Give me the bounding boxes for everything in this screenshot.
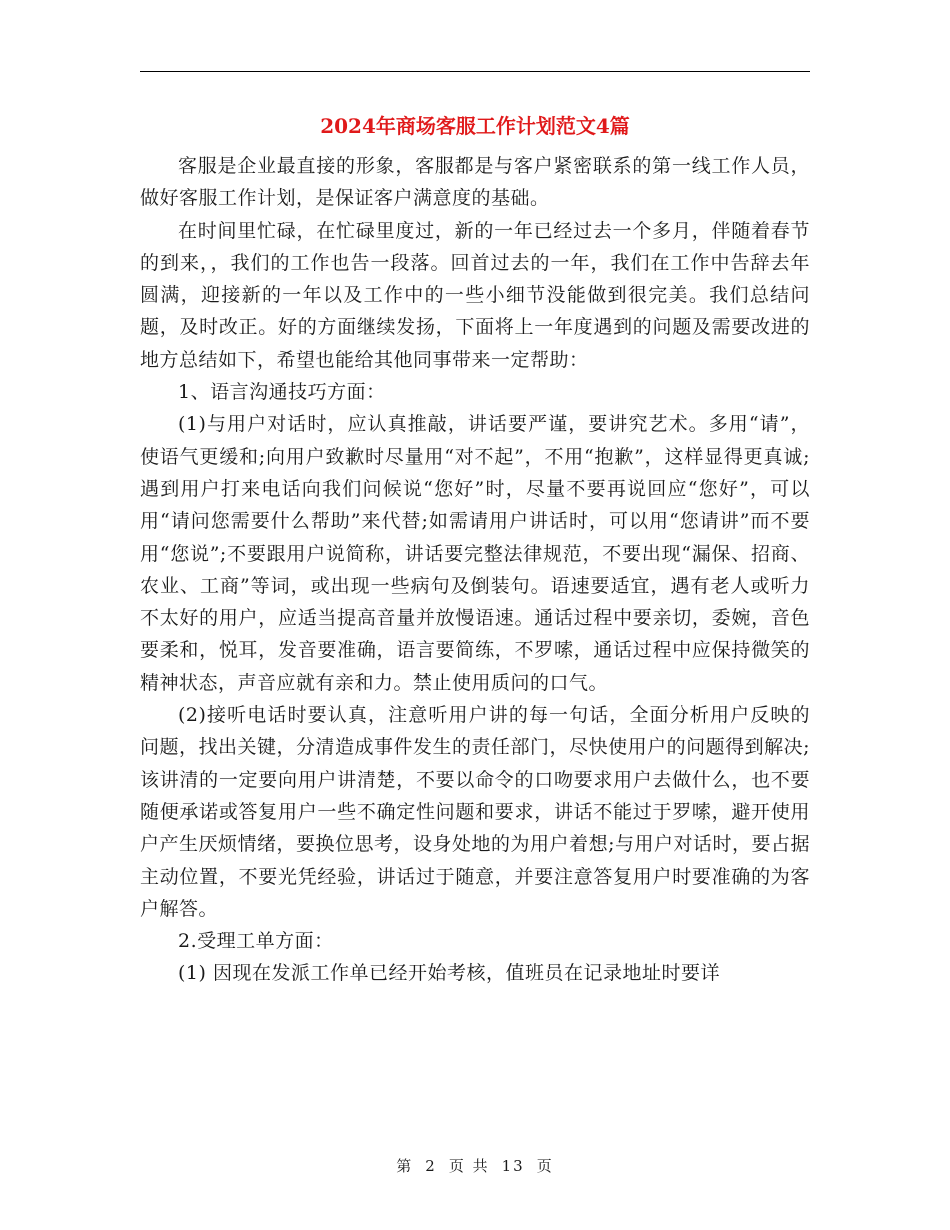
header-rule [140, 71, 810, 72]
document-body [140, 150, 810, 990]
footer-total-pages: 13 [501, 1157, 525, 1175]
footer-current-page: 2 [425, 1157, 437, 1175]
paragraph-language-1: (1)与用户对话时，应认真推敲，讲话要严谨，要讲究艺术。多用“请”，使语气更缓和;向用户致歉时尽量用“对不起”，不用“抱歉”，这样显得更真诚;遇到用户打来电话向我们问候说“您好”时，尽量不要再说回应“您好”，可以用“请问您需要什么帮助”来代替;如需请用户讲话时，可以用“您请讲”而不要用“您说”;不要跟用户说简称，讲话要完整法律规范，不要出现“漏保、招商、农业、工商”等词，或出现一些病句及倒装句。语速要适宜，遇有老人或听力不太好的用户，应适当提高音量并放慢语速。通话过程中要亲切，委婉，音色要柔和，悦耳，发音要准确，语言要简练，不罗嗦，通话过程中应保持微笑的精神状态，声音应就有亲和力。禁止使用质问的口气。 [140, 413, 810, 694]
footer-middle: 页 共 [448, 1157, 490, 1175]
document-title: 2024年商场客服工作计划范文4篇 [320, 114, 630, 138]
footer-prefix: 第 [396, 1157, 414, 1175]
paragraph-language-2: (2)接听电话时要认真，注意听用户讲的每一句话，全面分析用户反映的问题，找出关键，分清造成事件发生的责任部门，尽快使用户的问题得到解决;该讲清的一定要向用户讲清楚，不要以命令的口吻要求用户去做什么，也不要随便承诺或答复用户一些不确定性问题和要求，讲话不能过于罗嗦，避开使用户产生厌烦情绪，要换位思考，设身处地的为用户着想;与用户对话时，要占据主动位置，不要光凭经验，讲话过于随意，并要注意答复用户时要准确的为客户解答。 [140, 704, 810, 920]
paragraph-workorder-1: (1) 因现在发派工作单已经开始考核，值班员在记录地址时要详 [178, 962, 720, 985]
paragraph-summary: 在时间里忙碌，在忙碌里度过，新的一年已经过去一个多月，伴随着春节的到来，，我们的工作也告一段落。回首过去的一年，我们在工作中告辞去年圆满，迎接新的一年以及工作中的一些小细节没能做到很完美。我们总结问题，及时改正。好的方面继续发扬，下面将上一年度遇到的问题及需要改进的地方总结如下，希望也能给其他同事带来一定帮助： [140, 219, 810, 371]
footer-suffix: 页 [536, 1157, 554, 1175]
section-heading-language: 1、语言沟通技巧方面： [178, 381, 386, 404]
paragraph-intro: 客服是企业最直接的形象，客服都是与客户紧密联系的第一线工作人员，做好客服工作计划，是保证客户满意度的基础。 [140, 155, 810, 210]
page-footer [0, 1155, 950, 1176]
section-heading-workorder: 2.受理工单方面： [178, 930, 334, 953]
